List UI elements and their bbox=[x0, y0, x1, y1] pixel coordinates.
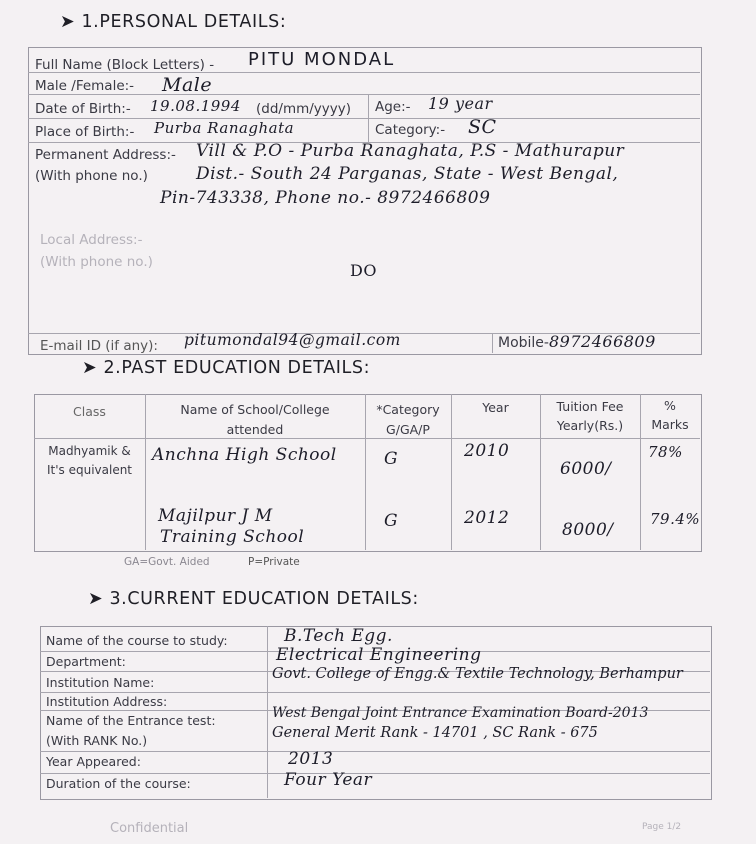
rule bbox=[451, 394, 452, 550]
pob-label: Place of Birth:- bbox=[35, 124, 135, 140]
row1-category: G bbox=[384, 449, 399, 469]
course-value: B.Tech Egg. bbox=[284, 626, 393, 646]
duration-value: Four Year bbox=[284, 770, 373, 790]
mobile-label: Mobile- bbox=[498, 335, 549, 351]
arrow-bullet-icon: ➤ bbox=[60, 12, 76, 32]
confidential-text: Confidential bbox=[110, 821, 189, 836]
full-name-value: PITU MONDAL bbox=[248, 49, 396, 70]
section1-heading: ➤ 1.PERSONAL DETAILS: bbox=[60, 12, 287, 32]
row2-school-1: Majilpur J M bbox=[158, 506, 273, 526]
mobile-field bbox=[498, 332, 656, 351]
rule bbox=[492, 333, 493, 353]
entrance-rank-label: (With RANK No.) bbox=[46, 733, 148, 748]
section3-heading: ➤ 3.CURRENT EDUCATION DETAILS: bbox=[88, 589, 419, 609]
local-address-label: Local Address:- bbox=[40, 232, 143, 248]
row2-category: G bbox=[384, 511, 399, 531]
row2-fee: 8000/ bbox=[562, 520, 614, 540]
year-appeared-label: Year Appeared: bbox=[46, 754, 141, 769]
local-address-phone-label: (With phone no.) bbox=[40, 254, 153, 270]
address-line-1: Vill & P.O - Purba Ranaghata, P.S - Mathurapur bbox=[196, 141, 625, 161]
department-label: Department: bbox=[46, 654, 126, 669]
rule bbox=[40, 692, 710, 693]
col-header-school: Name of School/College bbox=[180, 402, 330, 417]
footnote-aided: GA=Govt. Aided bbox=[124, 556, 210, 568]
institution-address-label: Institution Address: bbox=[46, 694, 168, 709]
gender-label: Male /Female:- bbox=[35, 78, 135, 94]
age-label: Age:- bbox=[375, 99, 411, 115]
col-header-marks-2: Marks bbox=[651, 417, 689, 432]
mobile-value: 8972466809 bbox=[548, 332, 656, 351]
entrance-value-2: General Merit Rank - 14701 , SC Rank - 675 bbox=[272, 725, 598, 741]
full-name-label: Full Name (Block Letters) - bbox=[35, 57, 215, 73]
arrow-bullet-icon: ➤ bbox=[82, 358, 98, 378]
address-label: Permanent Address:- bbox=[35, 147, 176, 163]
category-label: Category:- bbox=[375, 122, 446, 138]
rule bbox=[40, 773, 710, 774]
row1-school: Anchna High School bbox=[152, 445, 337, 465]
row2-year: 2012 bbox=[464, 508, 510, 528]
dob-label: Date of Birth:- bbox=[35, 101, 131, 117]
rule bbox=[34, 438, 700, 439]
row1-fee: 6000/ bbox=[560, 459, 612, 479]
rule bbox=[28, 94, 700, 95]
col-header-class: Class bbox=[73, 404, 106, 419]
course-label: Name of the course to study: bbox=[46, 633, 228, 648]
row2-school-2: Training School bbox=[160, 527, 305, 547]
entrance-value-1: West Bengal Joint Entrance Examination Board-2013 bbox=[272, 705, 649, 721]
col-header-year: Year bbox=[482, 400, 509, 415]
row1-class-2: It's equivalent bbox=[46, 463, 133, 477]
email-label: E-mail ID (if any): bbox=[40, 338, 158, 354]
row1-year: 2010 bbox=[464, 441, 510, 461]
dob-value: 19.08.1994 bbox=[150, 97, 241, 115]
address-line-3: Pin-743338, Phone no.- 8972466809 bbox=[160, 188, 491, 208]
address-phone-label: (With phone no.) bbox=[35, 168, 148, 184]
address-line-2: Dist.- South 24 Parganas, State - West Bengal, bbox=[196, 164, 619, 184]
local-address-value: DO bbox=[350, 261, 377, 280]
email-value: pitumondal94@gmail.com bbox=[184, 331, 401, 349]
age-value: 19 year bbox=[428, 94, 493, 113]
col-header-marks: % bbox=[664, 398, 676, 413]
page-mark: Page 1/2 bbox=[642, 822, 682, 832]
rule bbox=[40, 751, 710, 752]
gender-value: Male bbox=[162, 74, 213, 96]
category-value: SC bbox=[468, 116, 497, 138]
year-appeared-value: 2013 bbox=[288, 749, 334, 769]
row1-class-1: Madhyamik & bbox=[48, 444, 131, 458]
col-header-category: *Category bbox=[376, 402, 440, 417]
rule bbox=[145, 394, 146, 550]
pob-value: Purba Ranaghata bbox=[154, 119, 295, 137]
row2-marks: 79.4% bbox=[650, 510, 701, 528]
department-value: Electrical Engineering bbox=[276, 645, 482, 665]
entrance-label: Name of the Entrance test: bbox=[46, 713, 216, 728]
rule bbox=[365, 394, 366, 550]
section2-heading: ➤ 2.PAST EDUCATION DETAILS: bbox=[82, 358, 371, 378]
dob-format: (dd/mm/yyyy) bbox=[256, 101, 352, 117]
col-header-fee-2: Yearly(Rs.) bbox=[556, 418, 624, 433]
arrow-bullet-icon: ➤ bbox=[88, 589, 104, 609]
institution-name-value: Govt. College of Engg.& Textile Technology, Berhampur bbox=[272, 666, 683, 682]
footnote-private: P=Private bbox=[248, 556, 300, 568]
rule bbox=[368, 94, 369, 142]
col-header-school-2: attended bbox=[226, 422, 284, 437]
duration-label: Duration of the course: bbox=[46, 776, 191, 791]
institution-name-label: Institution Name: bbox=[46, 675, 155, 690]
rule bbox=[28, 118, 700, 119]
col-header-fee: Tuition Fee bbox=[556, 399, 624, 414]
row1-marks: 78% bbox=[648, 443, 683, 461]
col-header-category-2: G/GA/P bbox=[386, 422, 430, 437]
